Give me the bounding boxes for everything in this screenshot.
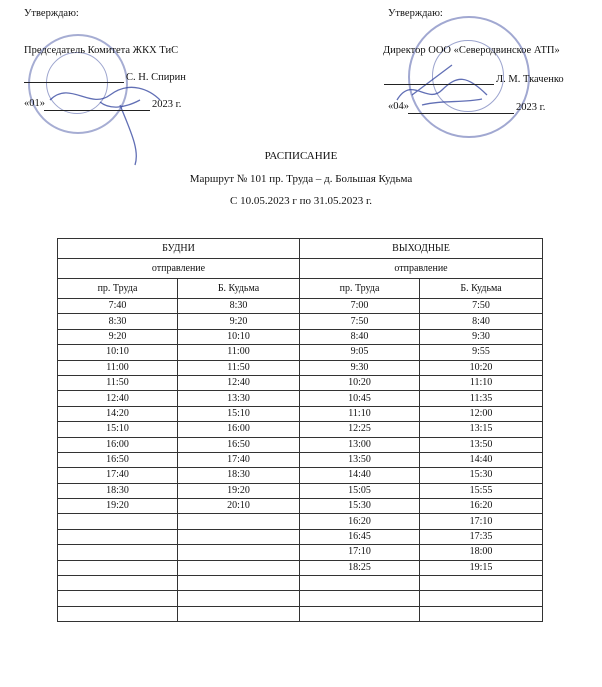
time-cell-weekday-pr-truda: 10:10: [58, 345, 178, 360]
right-date-year: 2023 г.: [516, 102, 546, 113]
schedule-row: [58, 591, 543, 606]
schedule-heading: РАСПИСАНИЕ: [264, 150, 338, 162]
schedule-row: [58, 468, 543, 483]
time-cell-weekend-b-kudma: [420, 591, 543, 606]
time-cell-weekday-pr-truda: 11:00: [58, 360, 178, 375]
time-cell-weekend-pr-truda: [300, 591, 420, 606]
schedule-row: [58, 345, 543, 360]
time-cell-weekday-pr-truda: 14:20: [58, 406, 178, 421]
schedule-table: [57, 238, 543, 622]
time-cell-weekday-pr-truda: 19:20: [58, 499, 178, 514]
time-cell-weekday-pr-truda: 16:50: [58, 452, 178, 467]
right-approver-position: Директор ООО «Северодвинское АТП»: [383, 45, 560, 56]
time-cell-weekend-pr-truda: 13:50: [300, 452, 420, 467]
time-cell-weekday-b-kudma: [178, 545, 300, 560]
time-cell-weekday-pr-truda: [58, 545, 178, 560]
col-header-weekday-b-kudma: Б. Кудьма: [178, 279, 300, 299]
time-cell-weekend-b-kudma: 19:15: [420, 560, 543, 575]
time-cell-weekend-pr-truda: 8:40: [300, 329, 420, 344]
time-cell-weekday-b-kudma: 18:30: [178, 468, 300, 483]
weekends-departure-subheader: отправление: [300, 259, 543, 279]
time-cell-weekday-b-kudma: [178, 514, 300, 529]
time-cell-weekday-pr-truda: 12:40: [58, 391, 178, 406]
weekends-header: ВЫХОДНЫЕ: [300, 239, 543, 259]
time-cell-weekend-pr-truda: 13:00: [300, 437, 420, 452]
time-cell-weekday-pr-truda: [58, 514, 178, 529]
time-cell-weekend-b-kudma: 11:35: [420, 391, 543, 406]
time-cell-weekend-pr-truda: 16:45: [300, 529, 420, 544]
schedule-row: [58, 545, 543, 560]
time-cell-weekend-pr-truda: 15:30: [300, 499, 420, 514]
time-cell-weekday-b-kudma: 19:20: [178, 483, 300, 498]
time-cell-weekday-b-kudma: [178, 576, 300, 591]
time-cell-weekday-b-kudma: 15:10: [178, 406, 300, 421]
left-approve-label: Утверждаю:: [24, 8, 79, 19]
weekdays-header: БУДНИ: [58, 239, 300, 259]
time-cell-weekend-pr-truda: 12:25: [300, 422, 420, 437]
time-cell-weekend-b-kudma: 10:20: [420, 360, 543, 375]
left-approver-position: Председатель Комитета ЖКХ ТиС: [24, 45, 179, 56]
time-cell-weekday-pr-truda: 11:50: [58, 375, 178, 390]
time-cell-weekend-b-kudma: 17:10: [420, 514, 543, 529]
time-cell-weekend-b-kudma: 9:55: [420, 345, 543, 360]
schedule-row: [58, 299, 543, 314]
time-cell-weekday-b-kudma: 16:00: [178, 422, 300, 437]
weekdays-departure-subheader: отправление: [58, 259, 300, 279]
route-title: Маршрут № 101 пр. Труда – д. Большая Кудьма: [189, 173, 413, 185]
time-cell-weekend-pr-truda: [300, 576, 420, 591]
time-cell-weekend-b-kudma: [420, 576, 543, 591]
time-cell-weekday-b-kudma: 16:50: [178, 437, 300, 452]
time-cell-weekday-b-kudma: 9:20: [178, 314, 300, 329]
time-cell-weekend-pr-truda: 14:40: [300, 468, 420, 483]
time-cell-weekend-b-kudma: 15:30: [420, 468, 543, 483]
time-cell-weekend-pr-truda: 15:05: [300, 483, 420, 498]
time-cell-weekday-pr-truda: 15:10: [58, 422, 178, 437]
col-header-weekday-pr-truda: пр. Труда: [58, 279, 178, 299]
time-cell-weekday-b-kudma: [178, 606, 300, 621]
time-cell-weekday-b-kudma: [178, 529, 300, 544]
schedule-row: [58, 391, 543, 406]
time-cell-weekday-pr-truda: 16:00: [58, 437, 178, 452]
time-cell-weekday-b-kudma: [178, 591, 300, 606]
time-cell-weekend-b-kudma: 9:30: [420, 329, 543, 344]
time-cell-weekend-b-kudma: 12:00: [420, 406, 543, 421]
col-header-weekend-pr-truda: пр. Труда: [300, 279, 420, 299]
time-cell-weekend-pr-truda: 16:20: [300, 514, 420, 529]
time-cell-weekend-b-kudma: 17:35: [420, 529, 543, 544]
time-cell-weekday-pr-truda: 8:30: [58, 314, 178, 329]
time-cell-weekend-pr-truda: 18:25: [300, 560, 420, 575]
time-cell-weekend-b-kudma: 14:40: [420, 452, 543, 467]
right-approver-name: Л. М. Ткаченко: [496, 74, 564, 85]
schedule-row: [58, 483, 543, 498]
schedule-row: [58, 514, 543, 529]
time-cell-weekday-b-kudma: 11:00: [178, 345, 300, 360]
time-cell-weekday-b-kudma: 8:30: [178, 299, 300, 314]
right-name-underline: [384, 84, 494, 85]
time-cell-weekend-pr-truda: 7:50: [300, 314, 420, 329]
time-cell-weekend-pr-truda: 7:00: [300, 299, 420, 314]
time-cell-weekday-pr-truda: [58, 606, 178, 621]
right-date-underline: [408, 113, 514, 114]
right-date-day: «04»: [388, 101, 409, 112]
time-cell-weekday-pr-truda: 17:40: [58, 468, 178, 483]
schedule-row: [58, 422, 543, 437]
time-cell-weekday-pr-truda: [58, 591, 178, 606]
schedule-row: [58, 314, 543, 329]
time-cell-weekend-pr-truda: 9:05: [300, 345, 420, 360]
left-name-underline: [24, 82, 124, 83]
time-cell-weekend-pr-truda: 10:20: [300, 375, 420, 390]
schedule-row: [58, 452, 543, 467]
time-cell-weekend-b-kudma: 8:40: [420, 314, 543, 329]
left-date-day: «01»: [24, 98, 45, 109]
time-cell-weekend-b-kudma: [420, 606, 543, 621]
time-cell-weekend-b-kudma: 7:50: [420, 299, 543, 314]
time-cell-weekday-pr-truda: [58, 560, 178, 575]
time-cell-weekday-b-kudma: 11:50: [178, 360, 300, 375]
left-approver-name: С. Н. Спирин: [126, 72, 186, 83]
validity-period: С 10.05.2023 г по 31.05.2023 г.: [229, 195, 372, 207]
schedule-row: [58, 437, 543, 452]
schedule-row: [58, 606, 543, 621]
time-cell-weekday-pr-truda: [58, 529, 178, 544]
time-cell-weekend-b-kudma: 11:10: [420, 375, 543, 390]
schedule-row: [58, 375, 543, 390]
time-cell-weekday-b-kudma: 13:30: [178, 391, 300, 406]
right-approve-label: Утверждаю:: [388, 8, 443, 19]
time-cell-weekend-pr-truda: 17:10: [300, 545, 420, 560]
time-cell-weekend-b-kudma: 15:55: [420, 483, 543, 498]
left-date-year: 2023 г.: [152, 99, 182, 110]
col-header-weekend-b-kudma: Б. Кудьма: [420, 279, 543, 299]
time-cell-weekday-b-kudma: 12:40: [178, 375, 300, 390]
time-cell-weekday-b-kudma: [178, 560, 300, 575]
time-cell-weekend-b-kudma: 13:50: [420, 437, 543, 452]
time-cell-weekday-pr-truda: 7:40: [58, 299, 178, 314]
time-cell-weekend-pr-truda: 10:45: [300, 391, 420, 406]
time-cell-weekend-b-kudma: 18:00: [420, 545, 543, 560]
schedule-row: [58, 499, 543, 514]
schedule-row: [58, 576, 543, 591]
time-cell-weekday-b-kudma: 20:10: [178, 499, 300, 514]
time-cell-weekend-b-kudma: 16:20: [420, 499, 543, 514]
time-cell-weekend-pr-truda: [300, 606, 420, 621]
time-cell-weekday-pr-truda: 18:30: [58, 483, 178, 498]
schedule-row: [58, 406, 543, 421]
schedule-row: [58, 360, 543, 375]
time-cell-weekday-pr-truda: 9:20: [58, 329, 178, 344]
time-cell-weekend-pr-truda: 9:30: [300, 360, 420, 375]
schedule-row: [58, 529, 543, 544]
time-cell-weekend-b-kudma: 13:15: [420, 422, 543, 437]
schedule-row: [58, 560, 543, 575]
time-cell-weekday-pr-truda: [58, 576, 178, 591]
time-cell-weekend-pr-truda: 11:10: [300, 406, 420, 421]
left-date-underline: [44, 110, 150, 111]
schedule-row: [58, 329, 543, 344]
time-cell-weekday-b-kudma: 10:10: [178, 329, 300, 344]
time-cell-weekday-b-kudma: 17:40: [178, 452, 300, 467]
